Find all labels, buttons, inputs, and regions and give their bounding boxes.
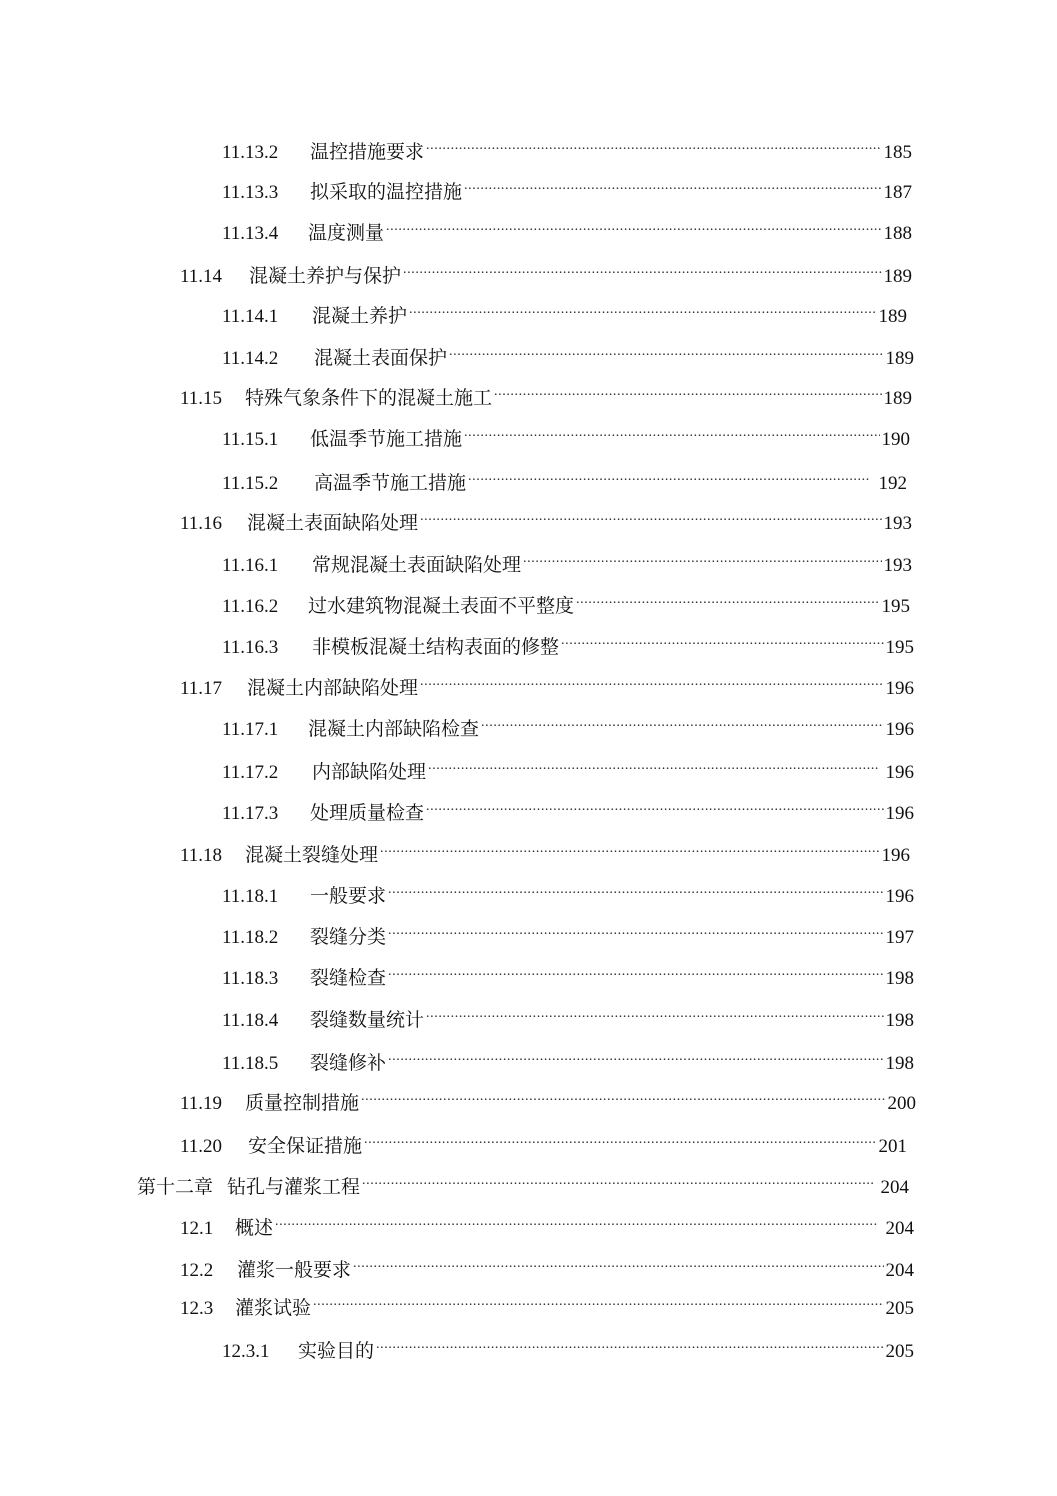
- toc-entry-number: 11.14.2: [222, 348, 279, 369]
- toc-entry-title: 非模板混凝土结构表面的修整: [312, 636, 560, 658]
- toc-entry-number: 11.18.2: [222, 927, 279, 948]
- toc-entry[interactable]: [222, 170, 912, 203]
- toc-entry-page: 189: [883, 266, 912, 287]
- toc-entry[interactable]: [222, 336, 914, 369]
- toc-entry[interactable]: [222, 915, 914, 948]
- toc-entry-chapter[interactable]: [137, 1165, 909, 1198]
- toc-entry[interactable]: [222, 998, 914, 1031]
- toc-entry-title: 温控措施要求: [310, 141, 425, 163]
- toc-entry-number: 11.18.5: [222, 1053, 279, 1074]
- toc-entry-title: 裂缝检查: [310, 967, 387, 989]
- toc-entry-number: 11.18.1: [222, 886, 279, 907]
- toc-dot-leader: [449, 336, 883, 364]
- toc-entry-page: 189: [883, 388, 912, 409]
- toc-entry-title: 过水建筑物混凝土表面不平整度: [308, 595, 575, 617]
- toc-entry-page: 185: [883, 142, 912, 163]
- toc-entry-title: 常规混凝土表面缺陷处理: [312, 554, 522, 576]
- toc-entry-title: 安全保证措施: [248, 1135, 363, 1157]
- toc-entry-page: 193: [883, 555, 912, 576]
- toc-entry-title: 概述: [235, 1217, 274, 1239]
- toc-entry[interactable]: [180, 666, 914, 699]
- toc-entry-number: 12.3.1: [222, 1341, 270, 1362]
- toc-dot-leader: [388, 915, 883, 943]
- toc-entry-number: 12.2: [180, 1260, 214, 1281]
- toc-entry-title: 处理质量检查: [310, 802, 425, 824]
- toc-entry-title: 一般要求: [310, 885, 387, 907]
- toc-entry-number: 11.16.3: [222, 637, 279, 658]
- toc-entry-page: 192: [878, 473, 907, 494]
- toc-entry-number: 11.14: [180, 266, 223, 287]
- toc-entry-page: 198: [885, 968, 914, 989]
- toc-entry-page: 196: [885, 762, 914, 783]
- toc-entry[interactable]: [222, 625, 914, 658]
- toc-entry-number: 11.14.1: [222, 306, 279, 327]
- toc-entry[interactable]: [222, 130, 912, 163]
- toc-entry-page: 197: [885, 927, 914, 948]
- toc-entry[interactable]: [222, 874, 914, 907]
- toc-entry-page: 196: [885, 719, 914, 740]
- toc-entry-number: 11.13.3: [222, 182, 279, 203]
- toc-entry-title: 裂缝修补: [310, 1052, 387, 1074]
- toc-entry[interactable]: [222, 294, 907, 327]
- toc-dot-leader: [426, 791, 883, 819]
- toc-entry-title: 裂缝分类: [310, 926, 387, 948]
- toc-entry-page: 196: [885, 886, 914, 907]
- toc-entry[interactable]: [222, 543, 912, 576]
- toc-dot-leader: [494, 376, 881, 404]
- toc-entry-number: 11.15.2: [222, 473, 279, 494]
- toc-entry-number: 11.15: [180, 388, 223, 409]
- toc-entry[interactable]: [222, 211, 912, 244]
- toc-entry-number: 11.17.3: [222, 803, 279, 824]
- toc-dot-leader: [380, 833, 879, 861]
- toc-entry-number: 11.18.4: [222, 1010, 279, 1031]
- toc-entry-title: 内部缺陷处理: [312, 761, 427, 783]
- toc-entry-page: 193: [883, 513, 912, 534]
- toc-entry[interactable]: [180, 1248, 914, 1281]
- toc-entry[interactable]: [180, 376, 912, 409]
- toc-entry-number: 11.13.4: [222, 223, 279, 244]
- toc-entry[interactable]: [222, 1329, 914, 1362]
- toc-entry[interactable]: [222, 461, 907, 494]
- toc-entry[interactable]: [180, 1124, 907, 1157]
- toc-entry-title: 温度测量: [308, 222, 385, 244]
- toc-entry[interactable]: [222, 750, 914, 783]
- toc-dot-leader: [388, 874, 883, 902]
- toc-dot-leader: [576, 584, 879, 612]
- toc-entry-page: 200: [887, 1093, 916, 1114]
- toc-entry[interactable]: [180, 254, 912, 287]
- toc-entry-number: 11.15.1: [222, 429, 279, 450]
- toc-entry-title: 混凝土内部缺陷检查: [308, 718, 480, 740]
- toc-dot-leader: [464, 417, 879, 445]
- toc-entry-number: 11.16.1: [222, 555, 279, 576]
- toc-dot-leader: [403, 254, 881, 282]
- toc-entry-number: 11.18: [180, 845, 223, 866]
- toc-entry-page: 195: [881, 596, 910, 617]
- toc-entry-number: 12.1: [180, 1218, 214, 1239]
- toc-entry-page: 189: [885, 348, 914, 369]
- toc-entry-number: 11.20: [180, 1136, 223, 1157]
- toc-entry-title: 灌浆一般要求: [237, 1259, 352, 1281]
- toc-dot-leader: [426, 130, 881, 158]
- toc-dot-leader: [409, 294, 876, 322]
- toc-entry-title: 混凝土养护: [312, 305, 408, 327]
- toc-entry-number: 11.17.2: [222, 762, 279, 783]
- toc-entry-title: 裂缝数量统计: [310, 1009, 425, 1031]
- toc-entry-page: 205: [885, 1298, 914, 1319]
- toc-dot-leader: [313, 1286, 883, 1314]
- toc-entry-number: 11.16: [180, 513, 223, 534]
- toc-entry-title: 特殊气象条件下的混凝土施工: [245, 387, 493, 409]
- toc-entry-page: 188: [883, 223, 912, 244]
- toc-dot-leader: [420, 666, 883, 694]
- toc-dot-leader: [426, 998, 883, 1026]
- toc-dot-leader: [386, 211, 881, 239]
- toc-entry-number: 12.3: [180, 1298, 214, 1319]
- toc-entry-title: 灌浆试验: [235, 1297, 312, 1319]
- toc-dot-leader: [481, 707, 883, 735]
- toc-chapter-number: 第十二章: [137, 1176, 214, 1198]
- toc-dot-leader: [388, 956, 883, 984]
- toc-entry-title: 质量控制措施: [245, 1092, 360, 1114]
- toc-entry[interactable]: [180, 1206, 914, 1239]
- toc-entry-title: 高温季节施工措施: [314, 472, 467, 494]
- toc-entry-title: 拟采取的温控措施: [310, 181, 463, 203]
- toc-dot-leader: [420, 501, 881, 529]
- toc-entry[interactable]: [222, 584, 910, 617]
- toc-entry[interactable]: [180, 833, 910, 866]
- toc-entry-page: 204: [885, 1260, 914, 1281]
- toc-dot-leader: [428, 750, 879, 778]
- toc-entry-number: 11.16.2: [222, 596, 279, 617]
- toc-entry-title: 混凝土表面缺陷处理: [247, 512, 419, 534]
- toc-entry-title: 混凝土表面保护: [314, 347, 448, 369]
- toc-entry-page: 201: [878, 1136, 907, 1157]
- toc-entry-number: 11.13.2: [222, 142, 279, 163]
- toc-dot-leader: [523, 543, 881, 571]
- toc-entry[interactable]: [222, 417, 910, 450]
- toc-entry-title: 混凝土裂缝处理: [245, 844, 379, 866]
- toc-dot-leader: [275, 1206, 877, 1234]
- toc-entry-page: 195: [885, 637, 914, 658]
- toc-entry-page: 189: [878, 306, 907, 327]
- toc-entry-number: 11.17: [180, 678, 223, 699]
- toc-entry-title: 混凝土内部缺陷处理: [247, 677, 419, 699]
- toc-entry-title: 实验目的: [298, 1340, 375, 1362]
- toc-entry-title: 低温季节施工措施: [310, 428, 463, 450]
- toc-entry[interactable]: [222, 1041, 914, 1074]
- toc-entry[interactable]: [180, 1286, 914, 1319]
- toc-dot-leader: [376, 1329, 883, 1357]
- toc-entry-page: 196: [885, 678, 914, 699]
- toc-entry-page: 204: [880, 1177, 909, 1198]
- toc-entry-title: 钻孔与灌浆工程: [227, 1176, 361, 1198]
- toc-entry-number: 11.17.1: [222, 719, 279, 740]
- toc-dot-leader: [361, 1081, 885, 1109]
- toc-entry-page: 198: [885, 1053, 914, 1074]
- toc-entry-number: 11.19: [180, 1093, 223, 1114]
- toc-entry-number: 11.18.3: [222, 968, 279, 989]
- toc-dot-leader: [353, 1248, 883, 1276]
- toc-dot-leader: [468, 461, 868, 489]
- toc-entry-title: 混凝土养护与保护: [249, 265, 402, 287]
- toc-entry-page: 196: [881, 845, 910, 866]
- toc-entry-page: 196: [885, 803, 914, 824]
- toc-entry-page: 204: [885, 1218, 914, 1239]
- toc-entry[interactable]: [222, 956, 914, 989]
- toc-entry-page: 205: [885, 1341, 914, 1362]
- toc-entry-page: 187: [883, 182, 912, 203]
- toc-dot-leader: [464, 170, 881, 198]
- toc-dot-leader: [362, 1165, 874, 1193]
- toc-entry[interactable]: [180, 501, 912, 534]
- toc-dot-leader: [364, 1124, 876, 1152]
- toc-dot-leader: [388, 1041, 883, 1069]
- toc-entry[interactable]: [222, 791, 914, 824]
- toc-dot-leader: [561, 625, 883, 653]
- toc-entry[interactable]: [222, 707, 914, 740]
- toc-entry-page: 198: [885, 1010, 914, 1031]
- toc-entry-page: 190: [881, 429, 910, 450]
- toc-entry[interactable]: [180, 1081, 916, 1114]
